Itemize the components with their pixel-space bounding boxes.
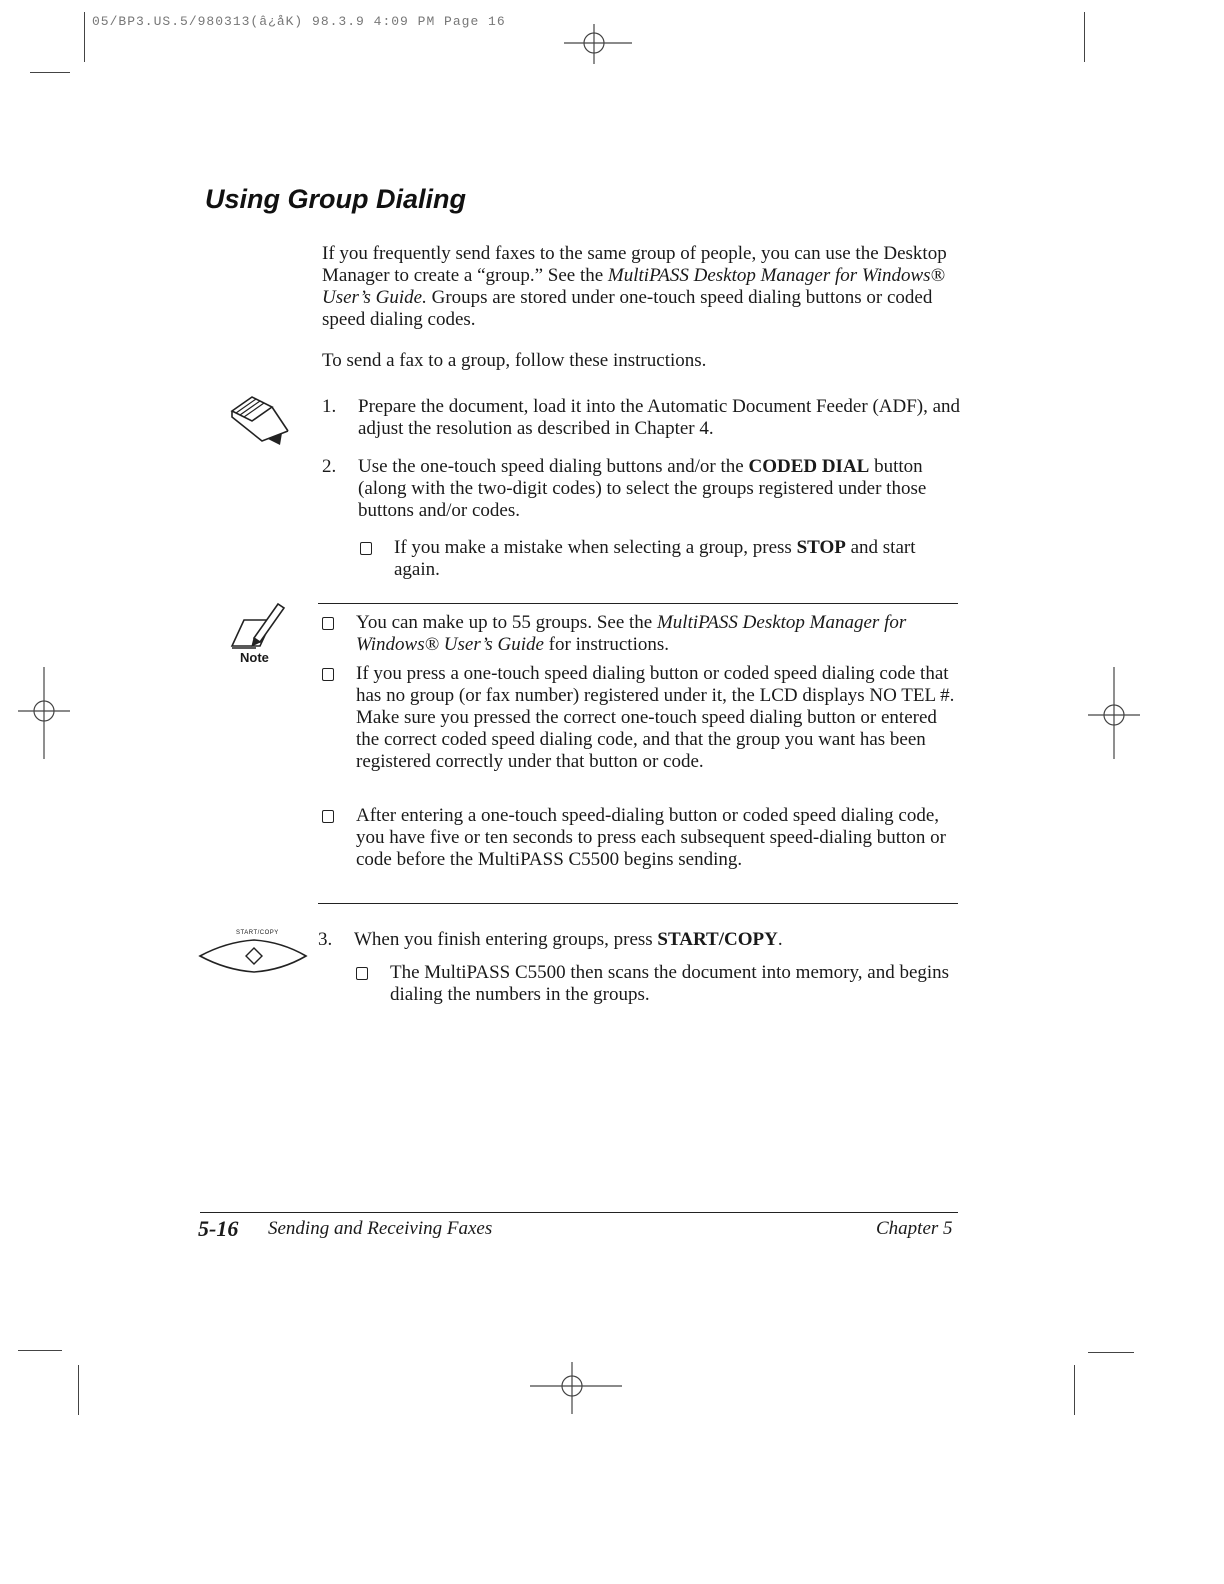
step-3-bullet (356, 962, 956, 1006)
intro-text: If you frequently send faxes to the same group of people, you can use the Desktop Manager to create a “group.” See the (322, 243, 947, 286)
step-number: 2. (322, 456, 337, 477)
guide-title: MultiPASS Desktop Manager for Windows® User’s Guide (356, 612, 907, 655)
running-title: Sending and Receiving Faxes (268, 1218, 493, 1239)
note-pen-icon (228, 600, 290, 652)
note-label: Note (240, 650, 269, 665)
note-text: If you press a one-touch speed dialing button or coded speed dialing code that has no group (or fax number) registered under it, the LCD displays NO TEL #. Make sure you pressed the correct one-touch speed dialing button or entered the correct coded speed dialing code, and that the group you want has been registered correctly under that button or code. (356, 663, 955, 772)
crop-mark (18, 1350, 62, 1351)
note-text: After entering a one-touch speed-dialing button or coded speed dialing code, you have five or ten seconds to press each subsequent speed-dialing button or code before the MultiPASS C5500 begins sending. (356, 805, 946, 870)
step-3 (318, 929, 958, 951)
start-copy-label: START/COPY (236, 930, 279, 936)
step-number: 1. (322, 396, 337, 417)
note-item (322, 612, 962, 656)
step-text: Prepare the document, load it into the Automatic Document Feeder (ADF), and adjust the resolution as described in Chapter 4. (358, 396, 961, 439)
start-copy-key: START/COPY (657, 929, 778, 950)
note-text: You can make up to 55 groups. See the (356, 612, 657, 633)
step-text-part: Use the one-touch speed dialing buttons and/or the (358, 456, 749, 477)
section-title: Using Group Dialing (205, 184, 466, 214)
note-bottom-rule (318, 903, 958, 904)
crop-mark (84, 12, 85, 62)
bullet-text: The MultiPASS C5500 then scans the document into memory, and begins dialing the numbers in the groups. (390, 962, 950, 1005)
step-2 (322, 456, 962, 522)
crop-mark (78, 1365, 79, 1415)
step-1 (322, 396, 962, 440)
note-item (322, 805, 962, 871)
crop-mark (1084, 12, 1085, 62)
print-slug: 05/BP3.US.5/980313(â¿åK) 98.3.9 4:09 PM Page 16 (92, 14, 506, 29)
intro-paragraph (322, 243, 962, 331)
checkbox-bullet-icon (322, 810, 334, 823)
registration-mark-icon (526, 1360, 626, 1416)
checkbox-bullet-icon (356, 967, 368, 980)
registration-mark-icon (14, 665, 74, 761)
guide-title: MultiPASS Desktop Manager for Windows® User’s Guide. (322, 265, 945, 308)
intro-text: Groups are stored under one-touch speed dialing buttons or coded speed dialing codes. (322, 287, 933, 330)
checkbox-bullet-icon (360, 542, 372, 555)
page-number: 5-16 (198, 1216, 239, 1241)
step-text (358, 456, 962, 522)
note-item (322, 663, 962, 773)
coded-dial-key: CODED DIAL (748, 456, 870, 477)
footer-rule (200, 1212, 958, 1213)
instructions-lead: To send a fax to a group, follow these instructions. (322, 350, 707, 371)
bullet-text: If you make a mistake when selecting a group, press (394, 537, 797, 558)
step-number: 3. (318, 929, 333, 950)
step-2-bullet (360, 537, 960, 581)
registration-mark-icon (1084, 665, 1144, 761)
registration-mark-icon (556, 20, 636, 66)
bullet-text: and start again. (394, 537, 916, 580)
note-text: for instructions. (543, 634, 669, 655)
step-text-part: . (777, 929, 783, 950)
checkbox-bullet-icon (322, 668, 334, 681)
step-text-part: When you finish entering groups, press (354, 929, 658, 950)
start-copy-button-icon (196, 936, 310, 976)
chapter-label: Chapter 5 (876, 1218, 953, 1239)
document-feed-icon (226, 393, 296, 455)
crop-mark (1074, 1365, 1075, 1415)
note-top-rule (318, 603, 958, 604)
checkbox-bullet-icon (322, 617, 334, 630)
step-text-part: button (along with the two-digit codes) to select the groups registered under those buttons and/or codes. (358, 456, 927, 521)
stop-key: STOP (796, 537, 846, 558)
crop-mark (1088, 1352, 1134, 1353)
crop-mark (30, 72, 70, 73)
